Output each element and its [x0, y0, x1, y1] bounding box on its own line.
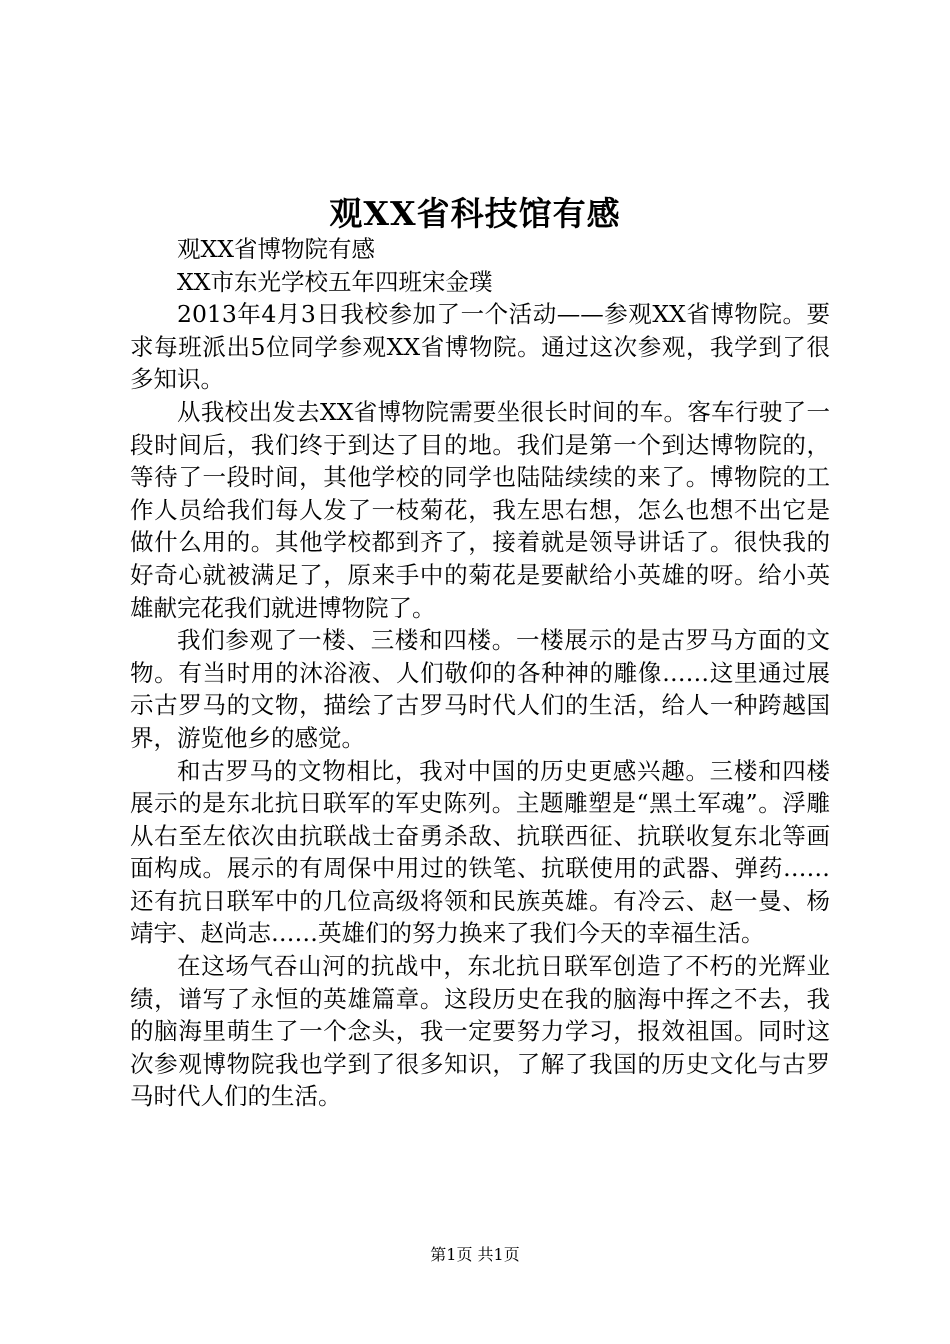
document-title: 观XX省科技馆有感	[329, 194, 621, 233]
body-paragraph: 从我校出发去XX省博物院需要坐很长时间的车。客车行驶了一段时间后，我们终于到达了目的地。我们是第一个到达博物院的，等待了一段时间，其他学校的同学也陆陆续续的来了。博物院的工作人员给我们每人发了一枝菊花，我左思右想，怎么也想不出它是做什么用的。其他学校都到齐了，接着就是领导讲话了。很快我的好奇心就被满足了，原来手中的菊花是要献给小英雄的呀。给小英雄献完花我们就进博物院了。	[130, 397, 830, 622]
body-paragraph: 我们参观了一楼、三楼和四楼。一楼展示的是古罗马方面的文物。有当时用的沐浴液、人们敬仰的各种神的雕像……这里通过展示古罗马的文物，描绘了古罗马时代人们的生活，给人一种跨越国界，游览他乡的感觉。	[130, 626, 830, 752]
body-paragraph: 和古罗马的文物相比，我对中国的历史更感兴趣。三楼和四楼展示的是东北抗日联军的军史陈列。主题雕塑是“黑土军魂”。浮雕从右至左依次由抗联战士奋勇杀敌、抗联西征、抗联收复东北等画面构成。展示的有周保中用过的铁笔、抗联使用的武器、弹药……还有抗日联军中的几位高级将领和民族英雄。有冷云、赵一曼、杨靖宇、赵尚志……英雄们的努力换来了我们今天的幸福生活。	[130, 756, 830, 948]
author-paragraph: XX市东光学校五年四班宋金璞	[177, 267, 493, 296]
document-body	[130, 233, 830, 1113]
body-paragraph: 在这场气吞山河的抗战中，东北抗日联军创造了不朽的光辉业绩，谱写了永恒的英雄篇章。这段历史在我的脑海中挥之不去，我的脑海里萌生了一个念头，我一定要努力学习，报效祖国。同时这次参观博物院我也学到了很多知识，了解了我国的历史文化与古罗马时代人们的生活。	[130, 952, 830, 1111]
body-paragraph: 2013年4月3日我校参加了一个活动——参观XX省博物院。要求每班派出5位同学参观XX省博物院。通过这次参观，我学到了很多知识。	[130, 300, 830, 394]
page-number-footer: 第1页 共1页	[430, 1245, 520, 1264]
subtitle-paragraph: 观XX省博物院有感	[177, 235, 375, 263]
